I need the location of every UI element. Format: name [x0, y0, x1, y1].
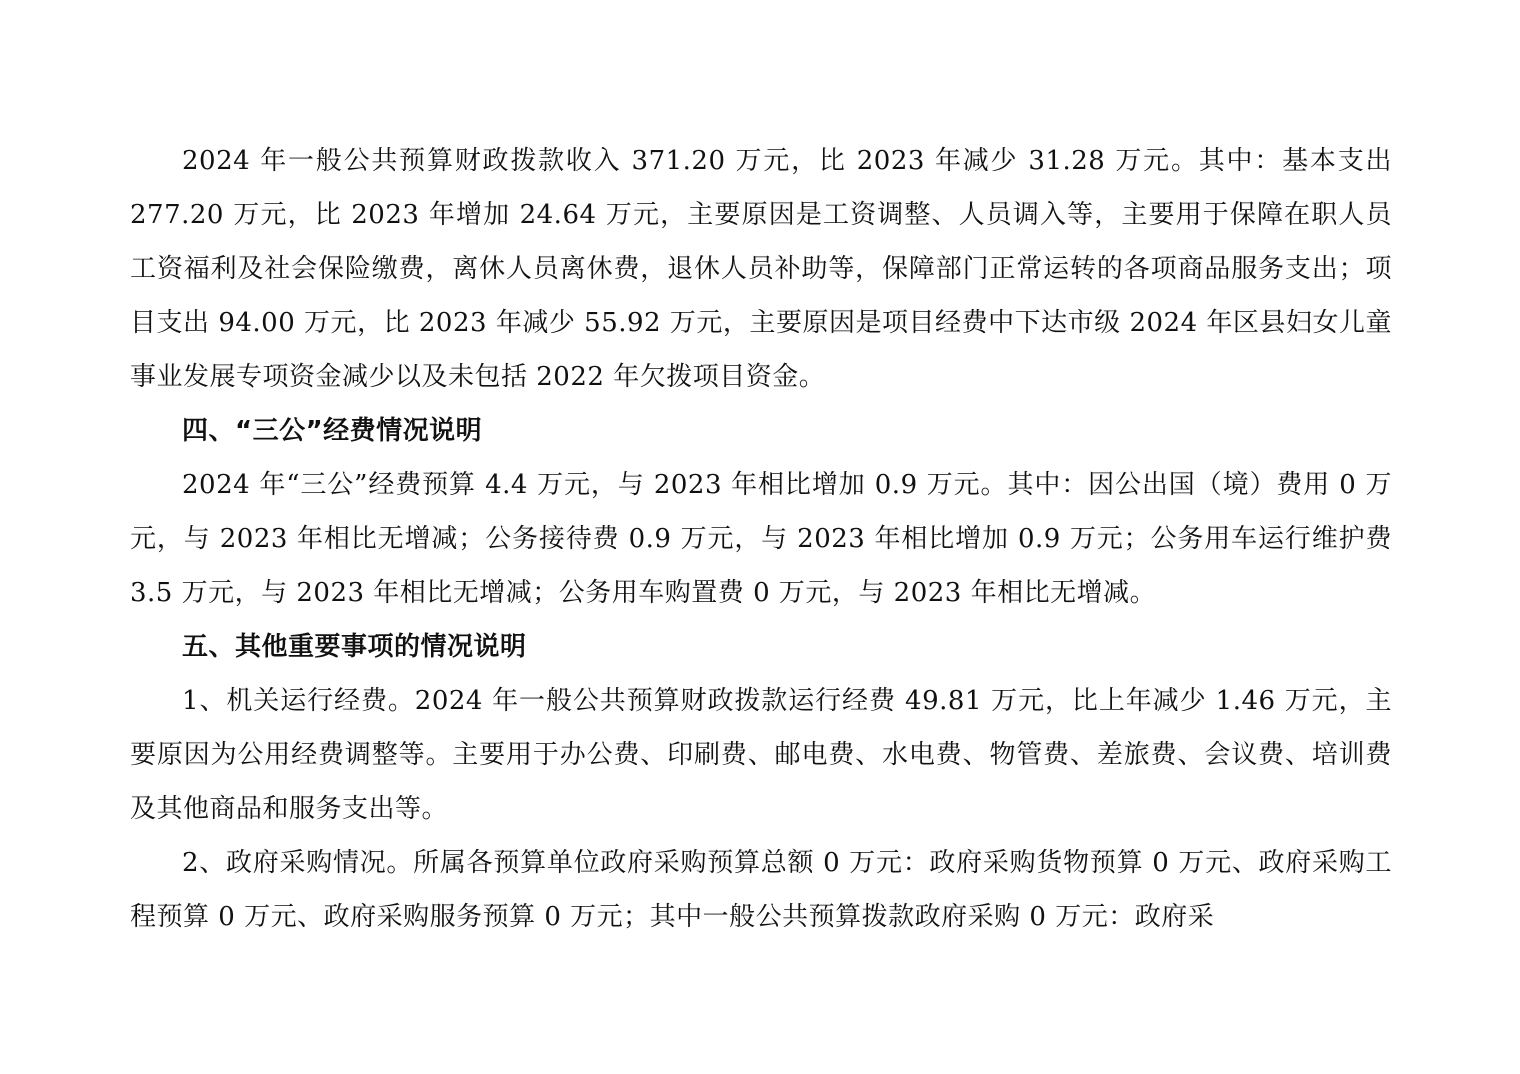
paragraph-budget-income: 2024 年一般公共预算财政拨款收入 371.20 万元，比 2023 年减少 31.28 万元。其中：基本支出 277.20 万元，比 2023 年增加 24.64 万元，主要原因是工资调整、人员调入等，主要用于保障在职人员工资福利及社会保险缴费，离休人员离休费，退休人员补助等，保障部门正常运转的各项商品服务支出；项目支出 94.00 万元，比 2023 年减少 55.92 万元，主要原因是项目经费中下达市级 2024 年区县妇女儿童事业发展专项资金减少以及未包括 2022 年欠拨项目资金。: [130, 146, 1392, 392]
document-body: [130, 134, 1392, 944]
paragraph-government-procurement: 2、政府采购情况。所属各预算单位政府采购预算总额 0 万元：政府采购货物预算 0 万元、政府采购工程预算 0 万元、政府采购服务预算 0 万元；其中一般公共预算拨款政府采购 0 万元：政府采: [130, 848, 1392, 932]
heading-three-public-expenses: 四、“三公”经费情况说明: [182, 416, 483, 446]
paragraph-operating-expenses: 1、机关运行经费。2024 年一般公共预算财政拨款运行经费 49.81 万元，比上年减少 1.46 万元，主要原因为公用经费调整等。主要用于办公费、印刷费、邮电费、水电费、物管费、差旅费、会议费、培训费及其他商品和服务支出等。: [130, 686, 1392, 824]
heading-other-important-matters: 五、其他重要事项的情况说明: [182, 632, 527, 662]
paragraph-three-public-expenses: 2024 年“三公”经费预算 4.4 万元，与 2023 年相比增加 0.9 万元。其中：因公出国（境）费用 0 万元，与 2023 年相比无增减；公务接待费 0.9 万元，与 2023 年相比增加 0.9 万元；公务用车运行维护费 3.5 万元，与 2023 年相比无增减；公务用车购置费 0 万元，与 2023 年相比无增减。: [130, 470, 1392, 608]
